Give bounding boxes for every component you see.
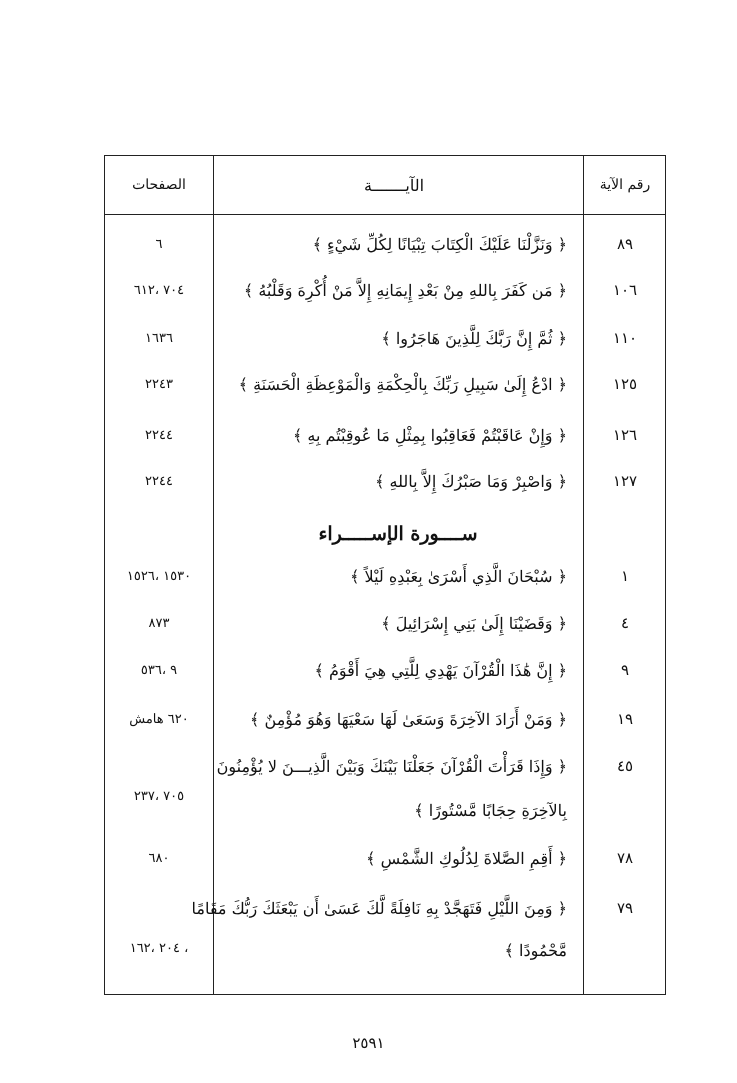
row-ayah-number: ١	[620, 567, 630, 585]
row-ayah-number: ٨٩	[616, 235, 634, 253]
row-ayah-text: ﴿ وَقَضَيْنَا إِلَىٰ بَنِي إِسْرَائِيلَ ﴾	[381, 613, 567, 633]
row-pages: ٩ ،٥٣٦	[140, 662, 178, 678]
row-ayah-text: ﴿ أَقِمِ الصَّلاةَ لِدُلُوكِ الشَّمْسِ ﴾	[366, 848, 567, 868]
row-ayah-number: ١٠٦	[612, 281, 638, 299]
row-ayah-text: ﴿ مَن كَفَرَ بِاللهِ مِنْ بَعْدِ إِيمَانِهِ إِلاَّ مَنْ أُكْرِهَ وَقَلْبُهُ ﴾	[243, 280, 567, 300]
header-pages: الصفحات	[132, 177, 186, 193]
row-pages: ٢٢٤٣	[145, 376, 173, 392]
row-pages: ٢٠٤ ،١٦٢ ،	[129, 940, 189, 956]
row-pages: ٢٢٤٤	[145, 427, 173, 443]
row-ayah-number: ١٢٧	[612, 472, 638, 490]
row-pages: ٦٨٠	[148, 850, 170, 866]
row-ayah-number: ١٢٦	[612, 426, 638, 444]
row-ayah-text: ﴿ إِنَّ هَٰذَا الْقُرْآنَ يَهْدِي لِلَّتِي هِيَ أَقْوَمُ ﴾	[314, 660, 567, 680]
row-ayah-number: ٩	[620, 661, 630, 679]
surah-title: ســــورة الإســـــراء	[318, 523, 478, 545]
row-ayah-number: ٧٨	[616, 849, 634, 867]
row-ayah-number: ١١٠	[612, 329, 638, 347]
row-ayah-text: ﴿ وَمَنْ أَرَادَ الآخِرَةَ وَسَعَىٰ لَهَا سَعْيَهَا وَهُوَ مُؤْمِنٌ ﴾	[250, 709, 567, 729]
row-ayah-text: ﴿ ثُمَّ إِنَّ رَبَّكَ لِلَّذِينَ هَاجَرُوا ﴾	[381, 328, 567, 348]
row-pages: ٢٢٤٤	[145, 473, 173, 489]
row-ayah-number: ١٩	[616, 710, 634, 728]
row-ayah-text-line2: بِالآخِرَةِ حِجَابًا مَّسْتُورًا ﴾	[414, 800, 567, 820]
header-ayah-number: رقم الآية	[599, 177, 651, 193]
row-ayah-text: ﴿ وَنَزَّلْنَا عَلَيْكَ الْكِتَابَ تِبْيَانًا لِكُلِّ شَيْءٍ ﴾	[312, 234, 567, 254]
header-divider	[105, 214, 665, 215]
row-pages: ٦	[155, 236, 163, 252]
row-ayah-number: ١٢٥	[612, 375, 638, 393]
row-ayah-number: ٤	[620, 614, 630, 632]
row-pages: ٧٠٤ ،٦١٢	[133, 282, 185, 298]
row-ayah-text: ﴿ وَاصْبِرْ وَمَا صَبْرُكَ إِلاَّ بِاللهِ ﴾	[375, 471, 567, 491]
header-ayah: الآيـــــــة	[363, 175, 425, 195]
page-number: ٢٥٩١	[352, 1034, 385, 1052]
row-pages: ٧٠٥ ،٢٣٧	[133, 788, 185, 804]
row-ayah-text-line1: ﴿ وَمِنَ اللَّيْلِ فَتَهَجَّدْ بِهِ نَافِلَةً لَّكَ عَسَىٰ أَن يَبْعَثَكَ رَبُّكَ مَقَامًا	[191, 898, 567, 918]
row-ayah-text: ﴿ ادْعُ إِلَىٰ سَبِيلِ رَبِّكَ بِالْحِكْمَةِ وَالْمَوْعِظَةِ الْحَسَنَةِ ﴾	[238, 374, 567, 394]
row-pages: ١٦٣٦	[145, 330, 173, 346]
row-ayah-text: ﴿ سُبْحَانَ الَّذِي أَسْرَىٰ بِعَبْدِهِ لَيْلاً ﴾	[350, 566, 567, 586]
row-ayah-number: ٤٥	[616, 757, 634, 775]
row-ayah-text-line2: مَّحْمُودًا ﴾	[504, 940, 567, 960]
row-pages: ٨٧٣	[148, 615, 170, 631]
row-ayah-text: ﴿ وَإِنْ عَاقَبْتُمْ فَعَاقِبُوا بِمِثْلِ مَا عُوقِبْتُم بِهِ ﴾	[292, 425, 567, 445]
row-ayah-text-line1: ﴿ وَإِذَا قَرَأْتَ الْقُرْآنَ جَعَلْنَا بَيْنَكَ وَبَيْنَ الَّذِيـــنَ لا يُؤْمِنُونَ	[216, 756, 567, 776]
row-pages: ١٥٣٠ ،١٥٢٦	[126, 568, 192, 584]
quran-verse-index-table	[104, 155, 666, 995]
row-ayah-number: ٧٩	[616, 899, 634, 917]
row-pages: ٦٢٠ هامش	[129, 711, 189, 727]
